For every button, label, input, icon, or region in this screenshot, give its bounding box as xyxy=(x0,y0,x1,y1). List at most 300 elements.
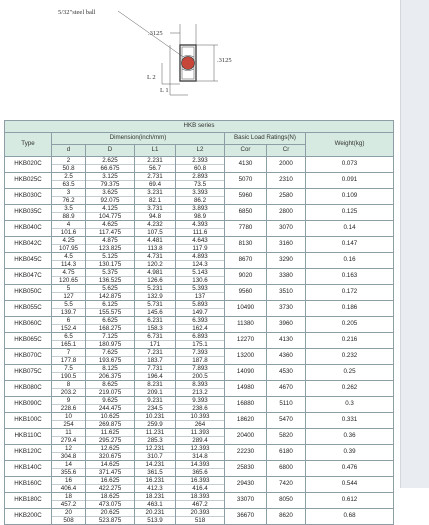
l2-label: L 2 xyxy=(147,74,156,81)
d-cell-inch: 20 xyxy=(52,509,85,517)
d-cell xyxy=(52,397,86,413)
l2-cell xyxy=(176,317,225,333)
l1-cell-inch: 4.731 xyxy=(135,253,175,261)
l2-cell-inch: 3.393 xyxy=(176,189,224,197)
cor-cell: 16880 xyxy=(225,397,267,413)
type-cell: HKB025C xyxy=(5,173,52,189)
weight-cell: 0.612 xyxy=(306,493,394,509)
l1-cell xyxy=(135,477,176,493)
d-cell-inch: 10 xyxy=(52,413,85,421)
cr-cell: 3960 xyxy=(267,317,306,333)
l2-cell-mm: 289.4 xyxy=(192,437,208,444)
cr-cell: 5110 xyxy=(267,397,306,413)
l2-cell xyxy=(176,301,225,317)
outer-d-cell-mm: 79.375 xyxy=(100,181,120,188)
type-cell: HKB180C xyxy=(5,493,52,509)
cr-cell: 8050 xyxy=(267,493,306,509)
outer-d-cell xyxy=(86,253,135,269)
l2-cell xyxy=(176,189,225,205)
outer-d-cell xyxy=(86,269,135,285)
outer-d-cell-mm: 206.375 xyxy=(98,373,122,380)
cor-cell: 7780 xyxy=(225,221,267,237)
l1-cell xyxy=(135,205,176,221)
outer-d-cell-mm: 117.475 xyxy=(99,229,121,236)
table-row xyxy=(5,445,394,461)
outer-d-cell-mm: 371.475 xyxy=(98,469,122,476)
weight-cell: 0.205 xyxy=(306,317,394,333)
weight-cell: 0.25 xyxy=(306,365,394,381)
d-cell-inch: 14 xyxy=(52,461,85,469)
l1-cell xyxy=(135,413,176,429)
l1-cell-inch: 6.731 xyxy=(135,333,175,341)
d-cell-inch: 16 xyxy=(52,477,85,485)
l1-cell xyxy=(135,493,176,509)
table-row xyxy=(5,269,394,285)
d-cell xyxy=(52,269,86,285)
outer-d-cell-mm: 66.675 xyxy=(100,165,120,172)
d-cell xyxy=(52,413,86,429)
l2-cell-mm: 187.8 xyxy=(192,357,208,364)
l2-cell-mm: 124.3 xyxy=(192,261,208,268)
cr-cell: 8620 xyxy=(267,509,306,525)
d-cell xyxy=(52,221,86,237)
l2-cell-mm: 73.5 xyxy=(193,181,207,188)
l2-cell xyxy=(176,173,225,189)
outer-d-cell-mm: 473.075 xyxy=(98,501,122,508)
table-row xyxy=(5,397,394,413)
outer-d-cell-mm: 155.575 xyxy=(98,309,122,316)
l1-cell-mm: 183.7 xyxy=(147,357,163,364)
outer-d-cell xyxy=(86,445,135,461)
outer-d-cell-mm: 244.475 xyxy=(98,405,122,412)
table-row xyxy=(5,253,394,269)
type-cell: HKB047C xyxy=(5,269,52,285)
d-cell-mm: 120.65 xyxy=(59,277,78,284)
weight-cell: 0.544 xyxy=(306,477,394,493)
table-row xyxy=(5,381,394,397)
cor-cell: 20400 xyxy=(225,429,267,445)
d-cell-mm: 190.5 xyxy=(60,373,77,380)
outer-d-cell-mm: 269.875 xyxy=(98,421,122,428)
l2-cell-mm: 117.9 xyxy=(192,245,208,252)
l2-cell-inch: 4.893 xyxy=(176,253,224,261)
d-cell xyxy=(52,365,86,381)
outer-d-cell-inch: 14.625 xyxy=(86,461,134,469)
l2-cell-mm: 137 xyxy=(194,293,206,300)
l1-cell xyxy=(135,429,176,445)
l1-cell xyxy=(135,509,176,525)
outer-d-cell-inch: 7.125 xyxy=(86,333,134,341)
weight-cell: 0.232 xyxy=(306,349,394,365)
l2-cell xyxy=(176,333,225,349)
l2-cell-inch: 9.393 xyxy=(176,397,224,405)
outer-d-cell-inch: 12.625 xyxy=(86,445,134,453)
l2-cell-inch: 7.393 xyxy=(176,349,224,357)
l2-cell xyxy=(176,349,225,365)
d-cell-mm: 304.8 xyxy=(60,453,77,460)
d-cell-inch: 4.25 xyxy=(52,237,85,245)
l2-cell-mm: 149.7 xyxy=(192,309,208,316)
l1-cell-mm: 310.7 xyxy=(147,453,163,460)
l1-cell-mm: 82.1 xyxy=(148,197,162,204)
d-cell xyxy=(52,205,86,221)
cor-cell: 11380 xyxy=(225,317,267,333)
col-cor-header: Cor xyxy=(225,145,267,157)
table-row xyxy=(5,221,394,237)
cr-cell: 5820 xyxy=(267,429,306,445)
l2-cell-inch: 5.893 xyxy=(176,301,224,309)
l2-cell xyxy=(176,493,225,509)
d-cell xyxy=(52,253,86,269)
outer-d-cell-inch: 16.625 xyxy=(86,477,134,485)
weight-cell: 0.331 xyxy=(306,413,394,429)
page-side-margin xyxy=(400,0,429,488)
outer-d-cell-inch: 8.625 xyxy=(86,381,134,389)
cr-cell: 7420 xyxy=(267,477,306,493)
l1-cell xyxy=(135,173,176,189)
d-cell-mm: 101.6 xyxy=(60,229,77,236)
type-cell: HKB090C xyxy=(5,397,52,413)
outer-d-cell xyxy=(86,317,135,333)
l1-cell-inch: 4.232 xyxy=(135,221,175,229)
d-cell xyxy=(52,493,86,509)
weight-cell: 0.109 xyxy=(306,189,394,205)
outer-d-cell xyxy=(86,221,135,237)
table-row xyxy=(5,429,394,445)
type-cell: HKB070C xyxy=(5,349,52,365)
d-cell-mm: 107.95 xyxy=(59,245,78,252)
type-cell: HKB160C xyxy=(5,477,52,493)
l1-cell-inch: 6.231 xyxy=(135,317,175,325)
d-cell xyxy=(52,381,86,397)
l1-cell xyxy=(135,221,176,237)
l2-cell xyxy=(176,253,225,269)
cor-cell: 4130 xyxy=(225,157,267,173)
l2-cell-inch: 5.393 xyxy=(176,285,224,293)
l2-cell-mm: 213.2 xyxy=(192,389,208,396)
col-l2-header: L2 xyxy=(176,145,225,157)
top-dimension-label: .3125 xyxy=(148,30,163,37)
type-cell: HKB042C xyxy=(5,237,52,253)
l2-cell-mm: 175.1 xyxy=(192,341,208,348)
type-cell: HKB120C xyxy=(5,445,52,461)
series-title: HKB series xyxy=(5,121,394,133)
weight-header: Weight(kg) xyxy=(306,133,394,157)
l2-cell-inch: 2.393 xyxy=(176,157,224,165)
d-cell xyxy=(52,301,86,317)
cor-cell: 9560 xyxy=(225,285,267,301)
outer-d-cell-mm: 92.075 xyxy=(100,197,120,204)
weight-cell: 0.172 xyxy=(306,285,394,301)
l1-cell-mm: 158.3 xyxy=(147,325,163,332)
d-cell-inch: 3.5 xyxy=(52,205,85,213)
d-cell xyxy=(52,349,86,365)
l2-cell-mm: 365.6 xyxy=(192,469,208,476)
weight-cell: 0.125 xyxy=(306,205,394,221)
type-cell: HKB020C xyxy=(5,157,52,173)
cr-cell: 4360 xyxy=(267,349,306,365)
l1-label: L 1 xyxy=(160,87,169,94)
outer-d-cell-inch: 9.625 xyxy=(86,397,134,405)
d-cell xyxy=(52,477,86,493)
cr-cell: 6800 xyxy=(267,461,306,477)
l2-cell-inch: 4.643 xyxy=(176,237,224,245)
dimension-header: Dimension(inch/mm) xyxy=(52,133,225,145)
l1-cell xyxy=(135,397,176,413)
col-l1-header: L1 xyxy=(135,145,176,157)
d-cell-inch: 5.5 xyxy=(52,301,85,309)
l2-cell-inch: 11.393 xyxy=(176,429,224,437)
l1-cell xyxy=(135,333,176,349)
outer-d-cell xyxy=(86,397,135,413)
weight-cell: 0.36 xyxy=(306,429,394,445)
outer-d-cell-mm: 142.875 xyxy=(98,293,122,300)
l1-cell-inch: 7.731 xyxy=(135,365,175,373)
outer-d-cell xyxy=(86,285,135,301)
outer-d-cell-inch: 6.625 xyxy=(86,317,134,325)
type-cell: HKB050C xyxy=(5,285,52,301)
l1-cell-mm: 234.5 xyxy=(147,405,163,412)
l1-cell-mm: 285.3 xyxy=(147,437,163,444)
l2-cell-inch: 16.393 xyxy=(176,477,224,485)
l1-cell-mm: 107.5 xyxy=(147,229,163,236)
outer-d-cell-mm: 104.775 xyxy=(98,213,122,220)
weight-cell: 0.476 xyxy=(306,461,394,477)
d-cell-mm: 114.3 xyxy=(60,261,77,268)
d-cell-inch: 4.75 xyxy=(52,269,85,277)
l1-cell-mm: 56.7 xyxy=(148,165,162,172)
l1-cell-mm: 209.1 xyxy=(147,389,163,396)
d-cell-mm: 177.8 xyxy=(60,357,77,364)
weight-cell: 0.091 xyxy=(306,173,394,189)
outer-d-cell-mm: 168.275 xyxy=(98,325,122,332)
l2-cell-mm: 162.4 xyxy=(192,325,208,332)
d-cell xyxy=(52,189,86,205)
type-cell: HKB055C xyxy=(5,301,52,317)
l2-cell-mm: 130.6 xyxy=(192,277,208,284)
weight-cell: 0.14 xyxy=(306,221,394,237)
cor-cell: 6850 xyxy=(225,205,267,221)
table-body xyxy=(5,157,394,525)
d-cell-inch: 6 xyxy=(52,317,85,325)
l2-cell-mm: 238.6 xyxy=(192,405,208,412)
cor-cell: 5960 xyxy=(225,189,267,205)
l2-cell-mm: 60.8 xyxy=(193,165,207,172)
outer-d-cell-inch: 5.625 xyxy=(86,285,134,293)
type-cell: HKB030C xyxy=(5,189,52,205)
cor-cell: 5070 xyxy=(225,173,267,189)
l1-cell-mm: 132.9 xyxy=(147,293,163,300)
l1-cell xyxy=(135,285,176,301)
d-cell-mm: 254 xyxy=(63,421,74,428)
table-row xyxy=(5,509,394,525)
l1-cell-mm: 259.9 xyxy=(147,421,163,428)
table-row xyxy=(5,493,394,509)
type-cell: HKB045C xyxy=(5,253,52,269)
l2-cell-mm: 86.2 xyxy=(193,197,207,204)
weight-cell: 0.186 xyxy=(306,301,394,317)
l1-cell-inch: 11.231 xyxy=(135,429,175,437)
d-cell-mm: 139.7 xyxy=(60,309,77,316)
d-cell-mm: 355.6 xyxy=(60,469,77,476)
type-cell: HKB065C xyxy=(5,333,52,349)
cr-cell: 4670 xyxy=(267,381,306,397)
outer-d-cell-mm: 123.825 xyxy=(98,245,122,252)
outer-d-cell-inch: 3.625 xyxy=(86,189,134,197)
l2-cell-inch: 4.393 xyxy=(176,221,224,229)
d-cell xyxy=(52,461,86,477)
d-cell-mm: 457.2 xyxy=(60,501,77,508)
d-cell-inch: 7 xyxy=(52,349,85,357)
l2-cell-inch: 12.393 xyxy=(176,445,224,453)
table-row xyxy=(5,413,394,429)
l2-cell-inch: 5.143 xyxy=(176,269,224,277)
d-cell xyxy=(52,445,86,461)
table-row xyxy=(5,477,394,493)
outer-d-cell xyxy=(86,301,135,317)
outer-d-cell-mm: 130.175 xyxy=(98,261,122,268)
outer-d-cell-mm: 422.275 xyxy=(98,485,122,492)
l2-cell xyxy=(176,477,225,493)
outer-d-cell xyxy=(86,205,135,221)
weight-cell: 0.262 xyxy=(306,381,394,397)
l1-cell xyxy=(135,317,176,333)
l2-cell-inch: 6.393 xyxy=(176,317,224,325)
cor-cell: 33070 xyxy=(225,493,267,509)
d-cell-mm: 76.2 xyxy=(62,197,75,204)
d-cell-inch: 6.5 xyxy=(52,333,85,341)
l2-cell-inch: 7.893 xyxy=(176,365,224,373)
d-cell-mm: 406.4 xyxy=(60,485,77,492)
d-cell-inch: 9 xyxy=(52,397,85,405)
d-cell-inch: 18 xyxy=(52,493,85,501)
steel-ball-icon xyxy=(182,57,195,70)
d-cell-inch: 2 xyxy=(52,157,85,165)
outer-d-cell xyxy=(86,157,135,173)
l2-cell-inch: 10.393 xyxy=(176,413,224,421)
cr-cell: 5470 xyxy=(267,413,306,429)
l1-cell xyxy=(135,365,176,381)
hkb-series-spec-table xyxy=(4,120,394,525)
table-row xyxy=(5,189,394,205)
d-cell-mm: 50.8 xyxy=(62,165,75,172)
outer-d-cell xyxy=(86,365,135,381)
l1-cell-mm: 196.4 xyxy=(147,373,163,380)
l1-cell-inch: 20.231 xyxy=(135,509,175,517)
outer-d-cell-inch: 20.625 xyxy=(86,509,134,517)
l2-cell-mm: 200.5 xyxy=(192,373,208,380)
l2-cell xyxy=(176,381,225,397)
l2-cell xyxy=(176,413,225,429)
outer-d-cell xyxy=(86,173,135,189)
cor-cell: 18620 xyxy=(225,413,267,429)
l1-cell xyxy=(135,301,176,317)
l1-cell xyxy=(135,349,176,365)
outer-d-cell xyxy=(86,493,135,509)
ball-label: 5/32"steel ball xyxy=(58,9,96,16)
outer-d-cell xyxy=(86,333,135,349)
l1-cell-inch: 12.231 xyxy=(135,445,175,453)
outer-d-cell xyxy=(86,381,135,397)
l2-cell-inch: 6.893 xyxy=(176,333,224,341)
l1-cell-inch: 4.481 xyxy=(135,237,175,245)
cor-cell: 10490 xyxy=(225,301,267,317)
d-cell-mm: 63.5 xyxy=(62,181,75,188)
outer-d-cell-inch: 11.625 xyxy=(86,429,134,437)
outer-d-cell-inch: 8.125 xyxy=(86,365,134,373)
table-row xyxy=(5,333,394,349)
l1-cell xyxy=(135,381,176,397)
l1-cell xyxy=(135,461,176,477)
l1-cell-inch: 18.231 xyxy=(135,493,175,501)
l2-cell-mm: 111.6 xyxy=(192,229,208,236)
outer-d-cell-inch: 5.375 xyxy=(86,269,134,277)
l1-cell-mm: 463.1 xyxy=(147,501,163,508)
l1-cell-inch: 16.231 xyxy=(135,477,175,485)
l1-cell-inch: 4.981 xyxy=(135,269,175,277)
l1-cell xyxy=(135,269,176,285)
l2-cell-inch: 14.393 xyxy=(176,461,224,469)
l1-cell xyxy=(135,157,176,173)
l1-cell-inch: 2.731 xyxy=(135,173,175,181)
weight-cell: 0.163 xyxy=(306,269,394,285)
right-dimension-label: .3125 xyxy=(217,57,232,64)
l1-cell-mm: 513.9 xyxy=(147,517,163,524)
cor-cell: 8130 xyxy=(225,237,267,253)
cor-cell: 8670 xyxy=(225,253,267,269)
bearing-cross-section-diagram xyxy=(0,0,400,118)
outer-d-cell-inch: 4.625 xyxy=(86,221,134,229)
d-cell-mm: 127 xyxy=(63,293,74,300)
table-row xyxy=(5,173,394,189)
l2-cell-mm: 467.2 xyxy=(192,501,208,508)
outer-d-cell-inch: 10.625 xyxy=(86,413,134,421)
d-cell-inch: 11 xyxy=(52,429,85,437)
l2-cell-mm: 314.8 xyxy=(192,453,208,460)
l2-cell xyxy=(176,205,225,221)
outer-d-cell xyxy=(86,349,135,365)
l1-cell-mm: 171 xyxy=(149,341,161,348)
l2-cell-inch: 2.893 xyxy=(176,173,224,181)
d-cell xyxy=(52,285,86,301)
cor-cell: 9020 xyxy=(225,269,267,285)
outer-d-cell-inch: 5.125 xyxy=(86,253,134,261)
l1-cell-mm: 145.6 xyxy=(147,309,163,316)
outer-d-cell-mm: 219.075 xyxy=(98,389,122,396)
table-row xyxy=(5,285,394,301)
outer-d-cell-mm: 320.675 xyxy=(98,453,122,460)
l2-cell xyxy=(176,429,225,445)
l2-cell xyxy=(176,365,225,381)
col-D-header: D xyxy=(86,145,135,157)
table-row xyxy=(5,301,394,317)
table-row xyxy=(5,157,394,173)
outer-d-cell-mm: 180.975 xyxy=(98,341,122,348)
outer-d-cell-inch: 4.125 xyxy=(86,205,134,213)
l1-cell-mm: 412.3 xyxy=(147,485,163,492)
l1-cell-inch: 5.231 xyxy=(135,285,175,293)
table-row xyxy=(5,365,394,381)
cr-cell: 4530 xyxy=(267,365,306,381)
table-row xyxy=(5,205,394,221)
l2-cell xyxy=(176,397,225,413)
d-cell-mm: 88.9 xyxy=(62,213,75,220)
weight-cell: 0.39 xyxy=(306,445,394,461)
d-cell-mm: 165.1 xyxy=(60,341,77,348)
d-cell-mm: 279.4 xyxy=(60,437,77,444)
l1-cell-mm: 120.2 xyxy=(147,261,163,268)
outer-d-cell xyxy=(86,509,135,525)
